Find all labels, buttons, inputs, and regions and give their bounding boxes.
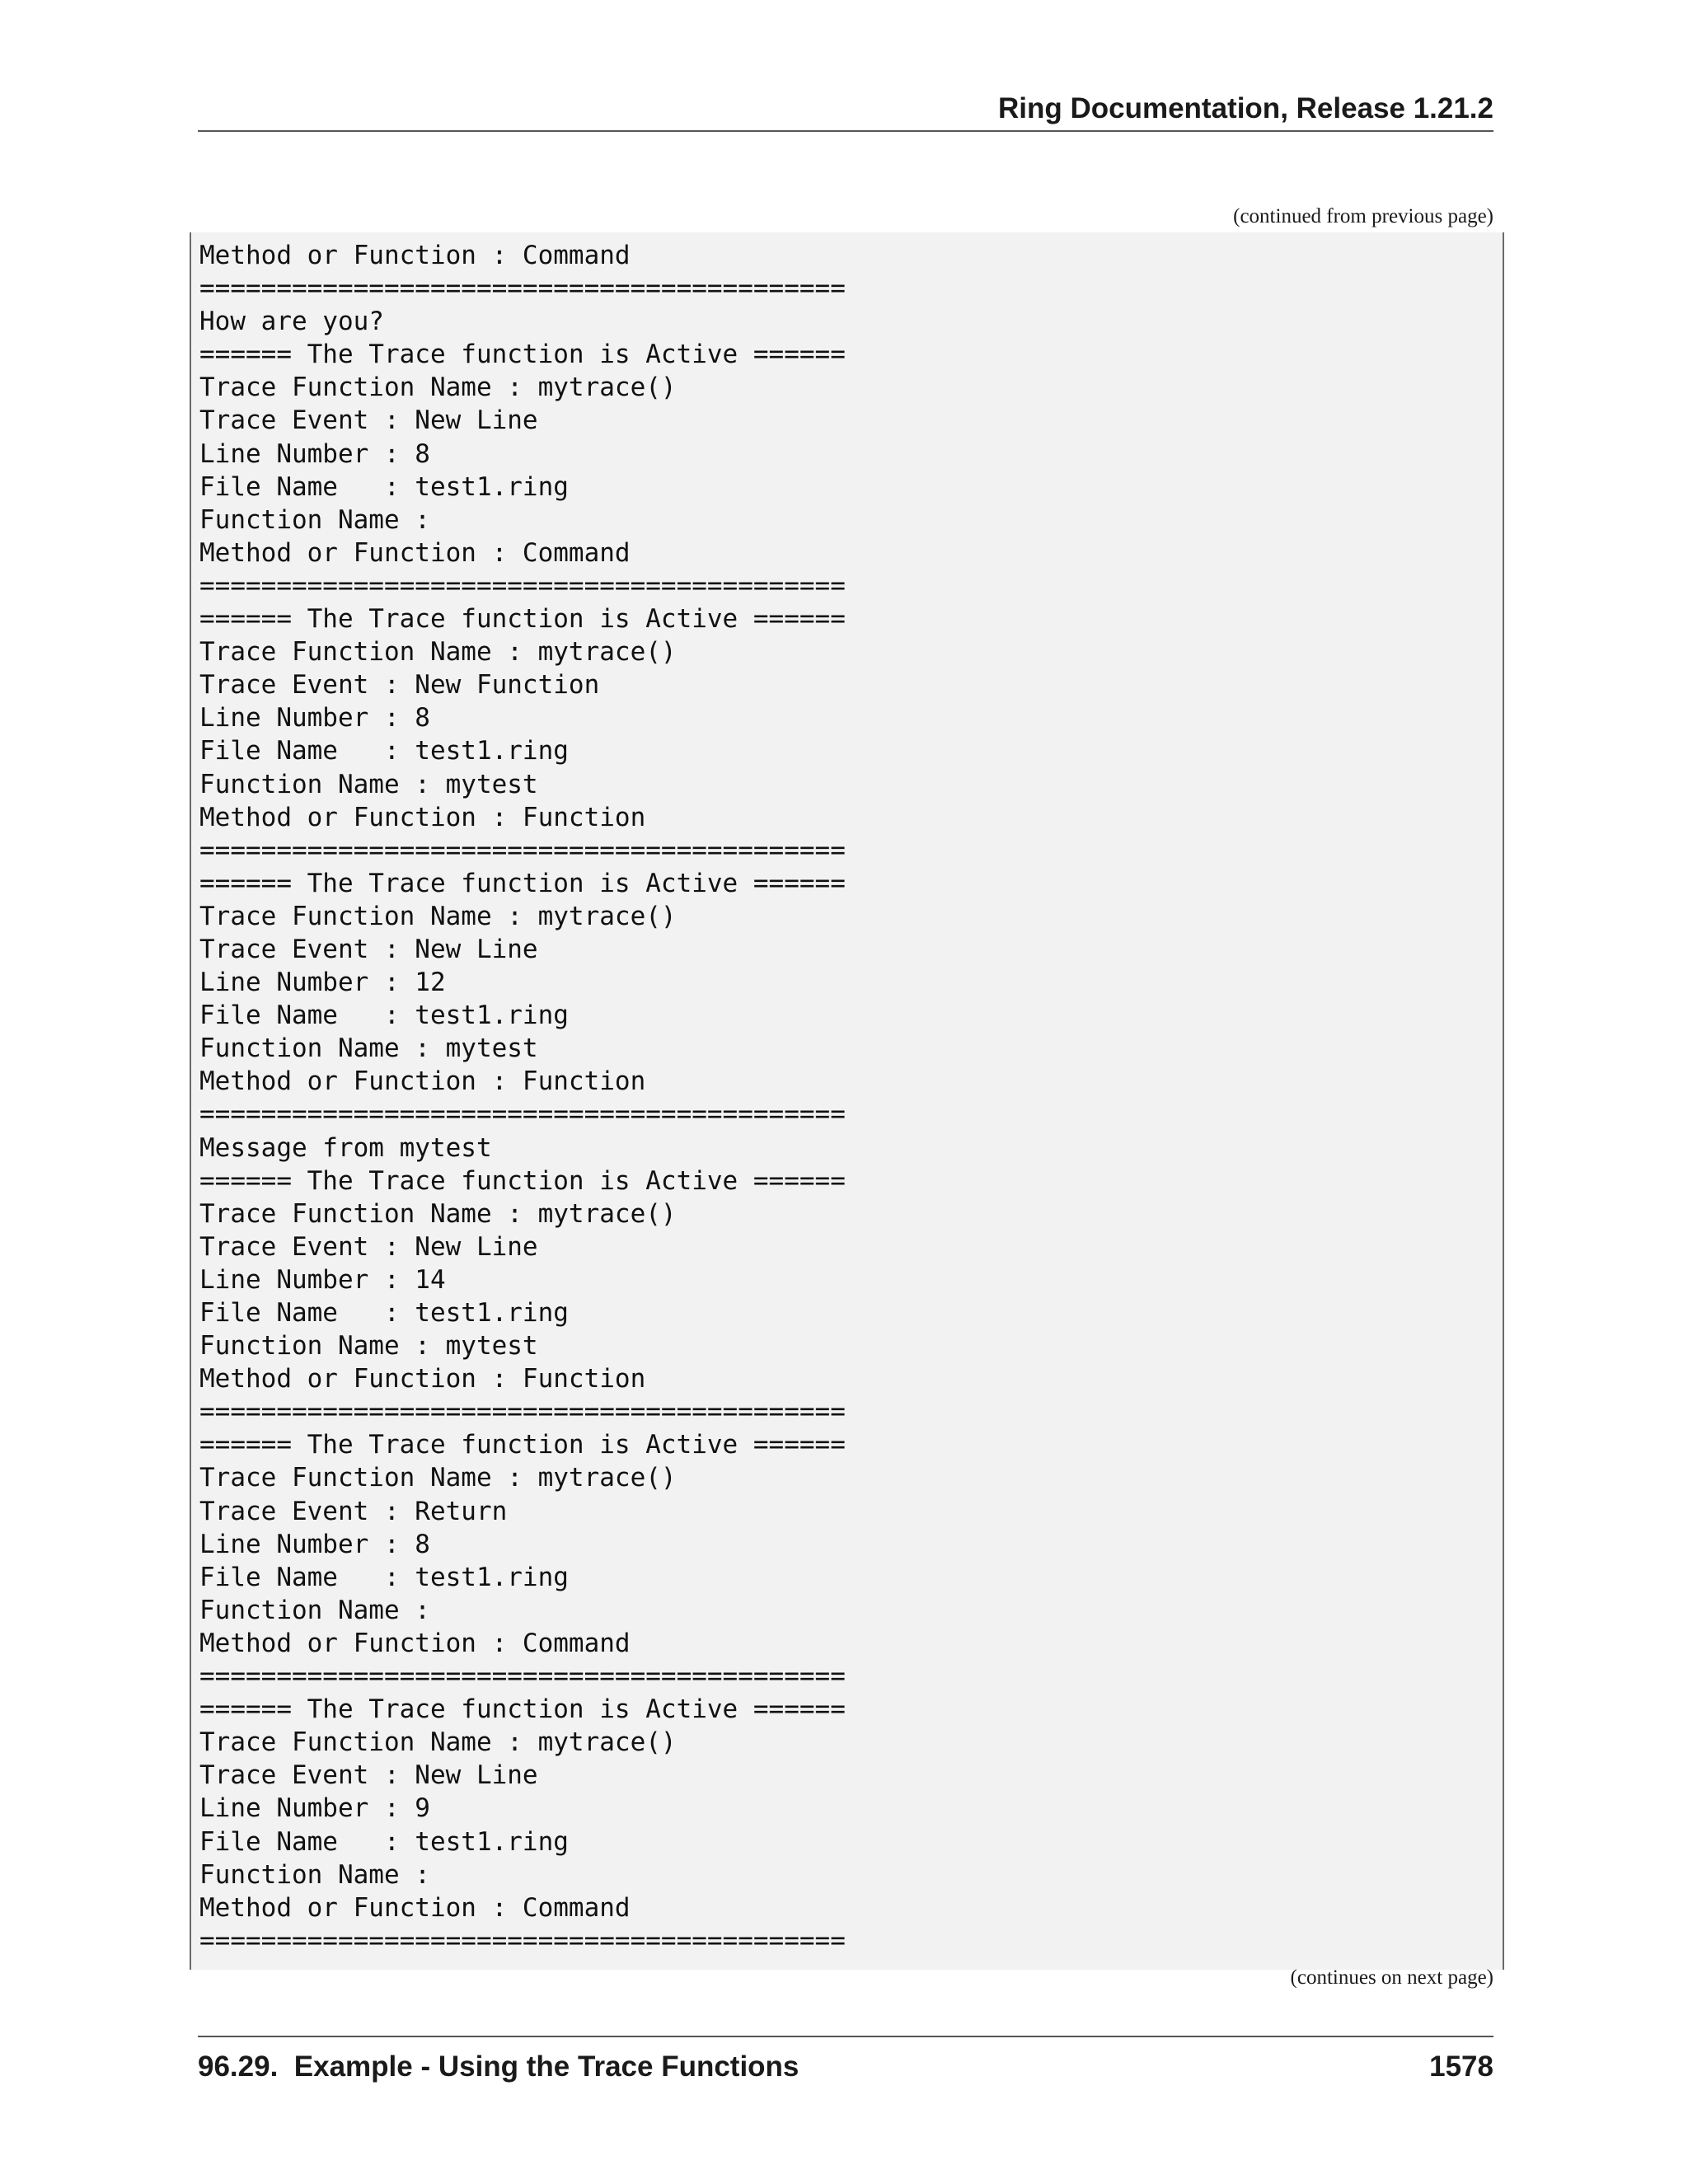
code-line: Method or Function : Command xyxy=(199,241,631,270)
code-line: File Name : test1.ring xyxy=(199,1826,569,1857)
code-lines xyxy=(199,239,846,1957)
code-line: Trace Event : New Function xyxy=(199,670,600,701)
code-line: Trace Event : New Line xyxy=(199,1760,538,1791)
code-line: ====== The Trace function is Active ====== xyxy=(199,1165,846,1196)
code-line: Trace Function Name : mytrace() xyxy=(199,1198,677,1229)
page-footer xyxy=(198,2036,1493,2083)
code-line: Function Name : xyxy=(199,1595,430,1625)
code-line: Method or Function : Command xyxy=(199,537,631,568)
footer-section-title: 96.29. Example - Using the Trace Functions xyxy=(198,2050,799,2083)
continued-from-previous-page-note: (continued from previous page) xyxy=(1233,205,1493,227)
code-line: Trace Function Name : mytrace() xyxy=(199,1463,677,1493)
code-output-block xyxy=(190,232,1504,1970)
code-line: Line Number : 9 xyxy=(199,1793,430,1824)
code-line: Method or Function : Command xyxy=(199,1892,631,1923)
page-header xyxy=(198,89,1493,132)
code-line: ========================================== xyxy=(199,1661,846,1692)
code-line: ====== The Trace function is Active ====== xyxy=(199,868,846,898)
code-line: ========================================== xyxy=(199,1397,846,1427)
code-line: How are you? xyxy=(199,307,384,337)
code-line: Line Number : 8 xyxy=(199,438,430,469)
code-line: Trace Event : New Line xyxy=(199,405,538,436)
code-line: ========================================== xyxy=(199,835,846,865)
continues-on-next-page-note: (continues on next page) xyxy=(1290,1966,1493,1989)
code-line: Trace Event : New Line xyxy=(199,934,538,964)
code-line: Function Name : xyxy=(199,504,430,535)
code-line: ====== The Trace function is Active ====== xyxy=(199,1430,846,1460)
code-line: File Name : test1.ring xyxy=(199,736,569,766)
code-line: Method or Function : Function xyxy=(199,1364,646,1394)
code-line: Line Number : 14 xyxy=(199,1264,446,1295)
document-title: Ring Documentation, Release 1.21.2 xyxy=(997,92,1493,124)
code-line: Message from mytest xyxy=(199,1132,492,1163)
code-line: Trace Event : Return xyxy=(199,1496,508,1526)
code-line: ====== The Trace function is Active ====== xyxy=(199,340,846,370)
code-line: Line Number : 12 xyxy=(199,968,446,998)
code-line: File Name : test1.ring xyxy=(199,1298,569,1328)
code-line: Method or Function : Command xyxy=(199,1628,631,1658)
code-line: Function Name : xyxy=(199,1859,430,1890)
code-line: ========================================== xyxy=(199,274,846,304)
code-line: ====== The Trace function is Active ====== xyxy=(199,604,846,635)
code-line: ====== The Trace function is Active ====== xyxy=(199,1694,846,1725)
code-line: File Name : test1.ring xyxy=(199,471,569,502)
code-line: Trace Event : New Line xyxy=(199,1231,538,1262)
code-line: Method or Function : Function xyxy=(199,802,646,832)
code-line: ========================================== xyxy=(199,1099,846,1130)
code-line: Function Name : mytest xyxy=(199,769,538,799)
code-line: ========================================== xyxy=(199,570,846,601)
code-line: Trace Function Name : mytrace() xyxy=(199,901,677,931)
code-line: File Name : test1.ring xyxy=(199,1562,569,1592)
code-line: Function Name : mytest xyxy=(199,1331,538,1361)
code-line: ========================================== xyxy=(199,1925,846,1956)
code-line: Function Name : mytest xyxy=(199,1033,538,1064)
code-line: Trace Function Name : mytrace() xyxy=(199,373,677,403)
code-line: Method or Function : Function xyxy=(199,1066,646,1097)
code-line: Trace Function Name : mytrace() xyxy=(199,637,677,668)
code-line: File Name : test1.ring xyxy=(199,1001,569,1031)
code-line: Line Number : 8 xyxy=(199,1529,430,1559)
code-line: Trace Function Name : mytrace() xyxy=(199,1727,677,1758)
code-line: Line Number : 8 xyxy=(199,703,430,733)
page-number: 1578 xyxy=(1429,2050,1493,2083)
